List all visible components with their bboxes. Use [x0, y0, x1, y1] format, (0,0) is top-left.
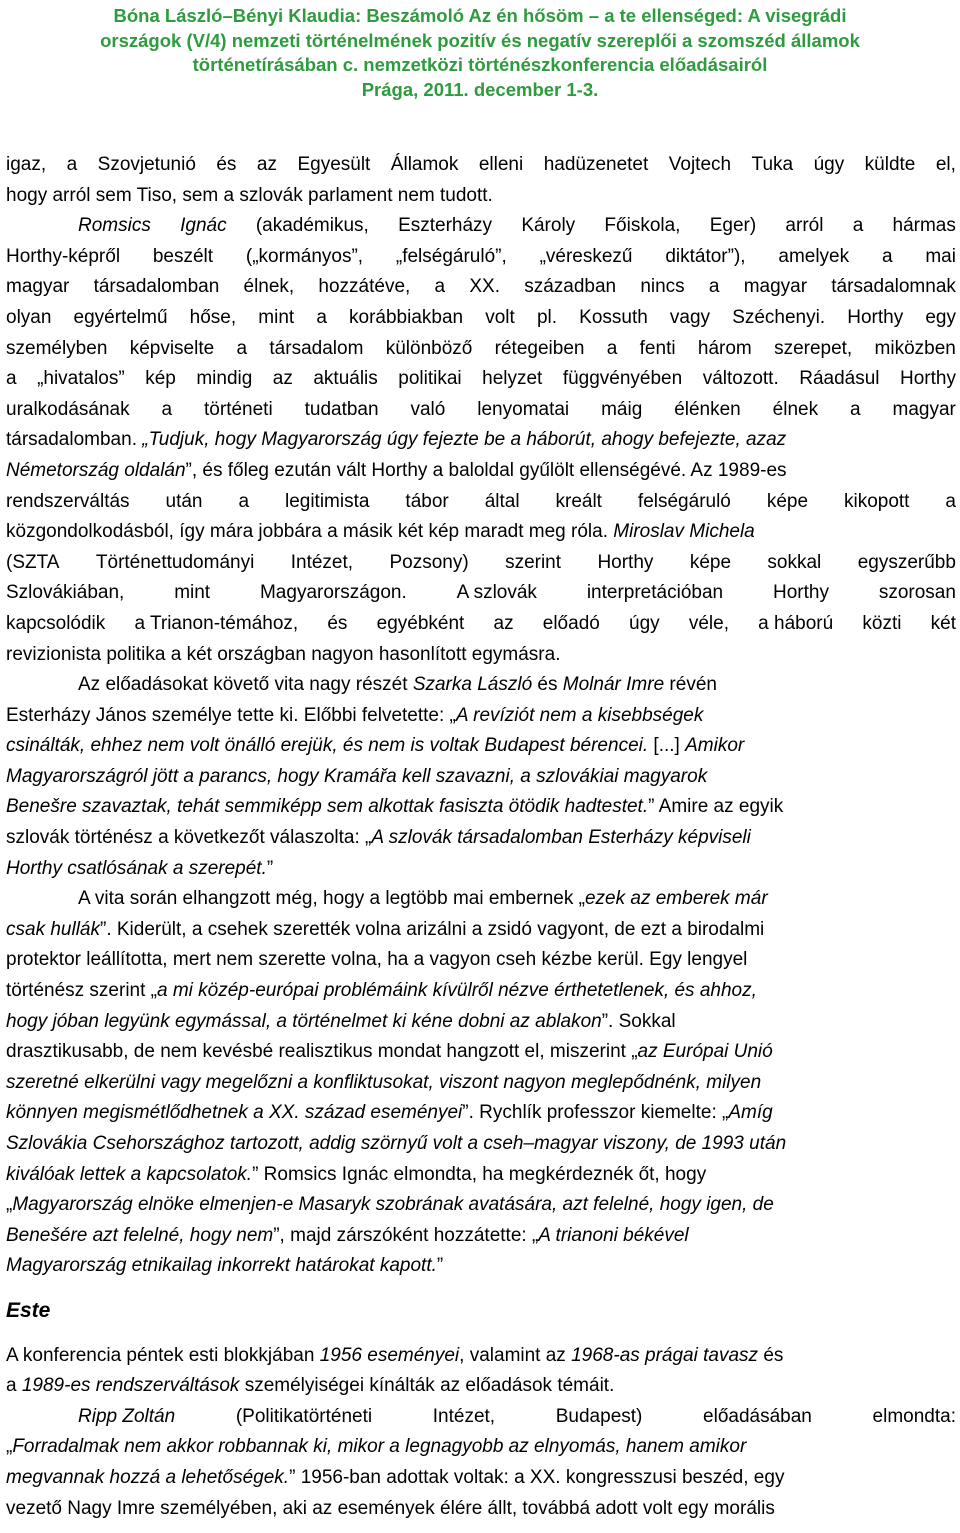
text-line [6, 334, 956, 365]
word: hozzátéve, [318, 276, 411, 298]
quote-span: hogy jóban legyünk egymással, a történelmet ki kéne dobni az ablakon [6, 1010, 602, 1032]
text-span: „ [6, 1436, 13, 1458]
word: mindig [196, 368, 253, 390]
header-line-2: országok (V/4) nemzeti történelmének pozitív és negatív szereplői a szomszéd államok [100, 29, 860, 51]
word: történeti [204, 398, 273, 420]
word: volt [485, 306, 515, 328]
quote-span: megvannak hozzá a lehetőségek. [6, 1466, 290, 1488]
word: a háború [758, 612, 834, 634]
word: Államok [390, 154, 459, 175]
spacer [6, 1327, 956, 1341]
word: „hivatalos” [37, 368, 125, 390]
text-span: Budapest) [555, 1405, 643, 1427]
text-line [6, 517, 956, 548]
word: fenti [639, 337, 676, 359]
word: képe [689, 551, 732, 573]
word: XX. [469, 276, 500, 298]
word: egyébként [376, 612, 465, 634]
text-span: ” [266, 857, 274, 879]
text-line [6, 1432, 956, 1463]
word: nincs [640, 276, 685, 298]
word: Egyesült [297, 154, 371, 175]
text-span: hogy arról sem Tiso, sem a szlovák parlament nem tudott. [6, 184, 493, 206]
paragraph-5 [6, 1341, 956, 1402]
text-line [6, 181, 956, 212]
text-line [6, 823, 956, 854]
text-line [6, 272, 956, 303]
word: el, [935, 154, 956, 175]
word: előadó [542, 612, 600, 634]
text-line [6, 915, 956, 946]
word: a [66, 154, 78, 175]
word: Horthy [899, 368, 956, 390]
word: a [161, 398, 173, 420]
word: korábbiakban [349, 306, 464, 328]
word: Eger) [709, 215, 757, 237]
spacer [6, 1282, 956, 1296]
text-span: történész szerint „ [6, 980, 157, 1002]
text-span: drasztikusabb, de nem kevésbé realisztikus mondat hangzott el, miszerint „ [6, 1041, 638, 1063]
word: a [945, 490, 956, 512]
text-line [6, 1037, 956, 1068]
word: személyben [6, 337, 108, 359]
word: arról [785, 215, 824, 237]
text-line [6, 1341, 956, 1372]
text-span: ” 1956-ban adottak voltak: a XX. kongresszusi beszéd, egy [289, 1466, 785, 1488]
text-span: ” Amire az egyik [648, 796, 784, 818]
word: való [410, 398, 446, 420]
word: kreált [555, 490, 602, 512]
word: Magyarországon. [259, 582, 407, 604]
word: társadalomban [93, 276, 220, 298]
text-line [6, 1251, 956, 1282]
text-span: ”. Sokkal [601, 1010, 676, 1032]
text-span: a [6, 1375, 22, 1397]
word: hármas [892, 215, 956, 237]
word: magyar [743, 276, 808, 298]
word: mint [258, 306, 295, 328]
text-line [6, 1221, 956, 1252]
text-line [6, 242, 956, 273]
word: kapcsolódik [6, 612, 106, 634]
text-span: , valamint az [459, 1344, 572, 1366]
word: Szovjetunió [97, 154, 196, 175]
word: egyértelmű [73, 306, 168, 328]
word: diktátor”), [665, 245, 746, 267]
word: Vojtech [668, 154, 732, 175]
word: társadalom [269, 337, 364, 359]
word: „felségáruló”, [395, 245, 507, 267]
quote-span: ezek az emberek már [584, 888, 768, 910]
text-span: ”. Kiderült, a csehek szerették volna arizálni a zsidó vagyont, de ezt a birodalmi [100, 918, 765, 940]
word: társadalomnak [831, 276, 956, 298]
text-line [6, 854, 956, 885]
word: rétegeiben [494, 337, 585, 359]
word: miközben [874, 337, 956, 359]
person-name: Szarka László [412, 674, 533, 696]
word: a [236, 337, 248, 359]
word: máig [601, 398, 643, 420]
word: Pozsony) [389, 551, 469, 573]
text-line [6, 1463, 956, 1494]
section-heading: Este [6, 1298, 51, 1322]
word: uralkodásának [6, 398, 130, 420]
text-line [6, 395, 956, 426]
word: az [256, 154, 277, 175]
word: Ráadásul [799, 368, 880, 390]
text-line [6, 976, 956, 1007]
person-name: Molnár Imre [562, 674, 665, 696]
word: képe [766, 490, 809, 512]
quote-span: A trianoni békével [538, 1224, 689, 1246]
quote-span: az Európai Unió [637, 1041, 773, 1063]
text-span: A vita során elhangzott még, hogy a legtöbb mai embernek „ [78, 888, 585, 910]
paragraph-1 [6, 150, 956, 211]
text-span: szlovák történész a következőt válaszolta: „ [6, 827, 372, 849]
quote-span: Amíg [728, 1102, 773, 1124]
quote-span: Forradalmak nem akkor robbannak ki, mikor a legnagyobb az elnyomás, hanem amikor [12, 1436, 747, 1458]
word: felségáruló [637, 490, 731, 512]
text-line [6, 150, 956, 181]
word: élnek, [243, 276, 295, 298]
text-line [6, 640, 956, 671]
word: a [881, 245, 893, 267]
quote-span: a mi közép-európai problémáink kívülről nézve érthetetlenek, és ahhoz, [157, 980, 757, 1002]
word: Főiskola, [604, 215, 681, 237]
word: interpretációban [586, 582, 724, 604]
paragraph-4 [6, 884, 956, 1282]
text-line [6, 762, 956, 793]
quote-span: kiválóak lettek a kapcsolatok. [6, 1163, 253, 1185]
word: lenyomatai [477, 398, 570, 420]
word: változott. [702, 368, 779, 390]
document-header [0, 4, 960, 102]
text-span: Esterházy János személye tette ki. Előbbi felvetette: „ [6, 704, 456, 726]
word: Horthy [597, 551, 654, 573]
quote-span: könnyen megismétlődhetnek a XX. század eseményei [6, 1102, 463, 1124]
text-line [6, 670, 956, 701]
word: Horthy-képről [6, 245, 121, 267]
text-line [6, 364, 956, 395]
text-line [6, 425, 956, 456]
word: úgy [813, 154, 845, 175]
text-span: révén [664, 674, 717, 696]
text-span: vezető Nagy Imre személyében, aki az események élére állt, továbbá adott volt egy morális [6, 1497, 775, 1519]
word: igaz, [6, 154, 47, 175]
person-name: Miroslav Michela [613, 521, 755, 543]
word: Tuka [751, 154, 794, 175]
text-line [6, 456, 956, 487]
word: tudatban [304, 398, 379, 420]
word: közti [862, 612, 902, 634]
text-span: és [758, 1344, 784, 1366]
text-span: protektor leállította, mert nem szerette volna, ha a vagyon cseh kézbe kerül. Egy lengyel [6, 949, 748, 971]
text-line [6, 1402, 956, 1433]
quote-span: szeretné elkerülni vagy megelőzni a konfliktusokat, viszont nagyon meglepődnénk, milyen [6, 1071, 762, 1093]
word: században [524, 276, 617, 298]
person-name: Ripp Zoltán [78, 1405, 176, 1427]
word: kikopott [843, 490, 910, 512]
word: az [272, 368, 293, 390]
word: aktuális [313, 368, 378, 390]
text-line [6, 211, 956, 242]
word: Romsics [78, 215, 151, 237]
word: pl. [536, 306, 558, 328]
word: olyan [6, 306, 52, 328]
word: A szlovák [456, 582, 537, 604]
text-line [6, 609, 956, 640]
quote-span: Benešére azt felelné, hogy nem [6, 1224, 274, 1246]
text-span: ”, majd zárszóként hozzátette: „ [273, 1224, 539, 1246]
text-line [6, 701, 956, 732]
word: a [6, 368, 17, 390]
word: helyzet [482, 368, 543, 390]
text-line [6, 548, 956, 579]
quote-span: Benešre szavaztak, tehát semmiképp sem alkottak fasiszta ötödik hadtestet. [6, 796, 649, 818]
text-span: és [532, 674, 563, 696]
header-line-4: Prága, 2011. december 1-3. [361, 78, 599, 100]
word: hőse, [189, 306, 237, 328]
word: a [852, 215, 864, 237]
word: beszélt [152, 245, 214, 267]
text-line [6, 945, 956, 976]
text-span: társadalomban. [6, 429, 143, 451]
quote-span: csak hullák [6, 918, 100, 940]
paragraph-6 [6, 1402, 956, 1524]
word: Történettudományi [95, 551, 255, 573]
quote-span: Magyarország etnikailag inkorrekt határokat kapott. [6, 1255, 437, 1277]
text-span: [...] [648, 735, 686, 757]
text-line [6, 1494, 956, 1525]
word: rendszerváltás [6, 490, 130, 512]
word: a Trianon-témához, [134, 612, 299, 634]
word: és [216, 154, 237, 175]
quote-span: Magyarországról jött a parancs, hogy Kramářa kell szavazni, a szlovákiai magyarok [6, 765, 708, 787]
text-span: közgondolkodásból, így mára jobbára a másik két kép maradt meg róla. [6, 521, 614, 543]
quote-span: Szlovákia Csehországhoz tartozott, addig szörnyű volt a cseh–magyar viszony, de 1993 után [6, 1133, 787, 1154]
word: amelyek [778, 245, 850, 267]
word: elleni [478, 154, 524, 175]
word: Ignác [180, 215, 227, 237]
quote-span: A revíziót nem a kisebbségek [455, 704, 704, 726]
word: mai [925, 245, 956, 267]
text-line [6, 1190, 956, 1221]
word: különböző [385, 337, 473, 359]
word: a [238, 490, 250, 512]
text-line [6, 1160, 956, 1191]
quote-span: Horthy csatlósának a szerepét. [6, 857, 267, 879]
word: politikai [398, 368, 462, 390]
word: Kossuth [579, 306, 648, 328]
word: „véreskezű [539, 245, 633, 267]
text-line [6, 303, 956, 334]
text-line [6, 731, 956, 762]
text-span: előadásában [703, 1405, 812, 1427]
word: vagy [669, 306, 711, 328]
word: és [327, 612, 348, 634]
quote-span: A szlovák társadalomban Esterházy képviseli [371, 827, 751, 849]
text-span: A konferencia péntek esti blokkjában [6, 1344, 320, 1366]
word: két [930, 612, 956, 634]
topic-span: 1968-as prágai tavasz [571, 1344, 759, 1366]
quote-span: „Tudjuk, hogy Magyarország úgy fejezte be a háborút, ahogy befejezte, azaz [142, 429, 787, 451]
word: legitimista [284, 490, 370, 512]
text-span: ”. Rychlík professzor kiemelte: „ [462, 1102, 729, 1124]
text-span: ” [436, 1255, 444, 1277]
quote-span: csinálták, ehhez nem volt önálló erejük, és nem is voltak Budapest bérencei. [6, 735, 649, 757]
word: függvényében [562, 368, 683, 390]
text-line [6, 1098, 956, 1129]
word: úgy [629, 612, 660, 634]
word: a [606, 337, 618, 359]
text-span: ”, és főleg ezután vált Horthy a baloldal gyűlölt ellenségévé. Az 1989-es [185, 459, 787, 481]
word: Károly [521, 215, 576, 237]
word: az [493, 612, 514, 634]
header-line-1: Bóna László–Bényi Klaudia: Beszámoló Az én hősöm – a te ellenséged: A visegrádi [113, 5, 847, 26]
word: a [708, 276, 720, 298]
word: (akadémikus, [255, 215, 369, 237]
word: három [697, 337, 752, 359]
word: után [165, 490, 203, 512]
word: Szlovákiában, [6, 582, 125, 604]
word: szerepet, [774, 337, 853, 359]
word: szorosan [878, 582, 956, 604]
word: egy [925, 306, 956, 328]
word: kép [145, 368, 176, 390]
text-line [6, 578, 956, 609]
word: képviselte [129, 337, 215, 359]
word: (SZTA [6, 551, 60, 573]
topic-span: 1989-es rendszerváltások [21, 1375, 240, 1397]
word: véle, [688, 612, 729, 634]
word: élénken [674, 398, 741, 420]
word: („kormányos”, [245, 245, 364, 267]
quote-span: Magyarország elnöke elmenjen-e Masaryk szobrának avatására, azt felelné, hogy igen, de [12, 1194, 774, 1216]
word: egyszerűbb [857, 551, 956, 573]
text-span: „ [6, 1194, 13, 1216]
word: sokkal [767, 551, 822, 573]
word: a [316, 306, 327, 328]
word: Horthy [847, 306, 904, 328]
text-span: Intézet, [432, 1405, 496, 1427]
text-line [6, 1371, 956, 1402]
word: a [850, 398, 861, 420]
word: Széchenyi. [732, 306, 826, 328]
word: mint [174, 582, 211, 604]
text-span: revizionista politika a két országban nagyon hasonlított egymásra. [6, 643, 561, 665]
text-span: (Politikatörténeti [235, 1405, 373, 1427]
text-line [6, 884, 956, 915]
quote-span: Németország oldalán [6, 459, 186, 481]
text-line [6, 1129, 956, 1160]
word: Eszterházy [398, 215, 493, 237]
text-line [6, 487, 956, 518]
text-line [6, 1007, 956, 1038]
topic-span: 1956 eseményei [319, 1344, 460, 1366]
word: által [484, 490, 520, 512]
document-body [6, 150, 956, 1524]
text-line [6, 792, 956, 823]
quote-span: Amikor [685, 735, 745, 757]
word: Horthy [772, 582, 829, 604]
word: élnek [772, 398, 819, 420]
paragraph-3 [6, 670, 956, 884]
text-span: ” Romsics Ignác elmondta, ha megkérdeznék őt, hogy [252, 1163, 707, 1185]
word: tábor [405, 490, 449, 512]
word: hadüzenetet [543, 154, 649, 175]
word: Intézet, [290, 551, 354, 573]
word: magyar [6, 276, 70, 298]
word: szerint [505, 551, 562, 573]
text-span: Az előadásokat követő vita nagy részét [78, 674, 413, 696]
word: a [434, 276, 446, 298]
text-span: elmondta: [872, 1405, 956, 1427]
paragraph-2 [6, 211, 956, 670]
text-line [6, 1068, 956, 1099]
word: küldte [864, 154, 916, 175]
header-line-3: történetírásában c. nemzetközi történészkonferencia előadásairól [192, 54, 768, 75]
text-span: személyiségei kínálták az előadások témáit. [239, 1375, 615, 1397]
word: magyar [892, 398, 956, 420]
